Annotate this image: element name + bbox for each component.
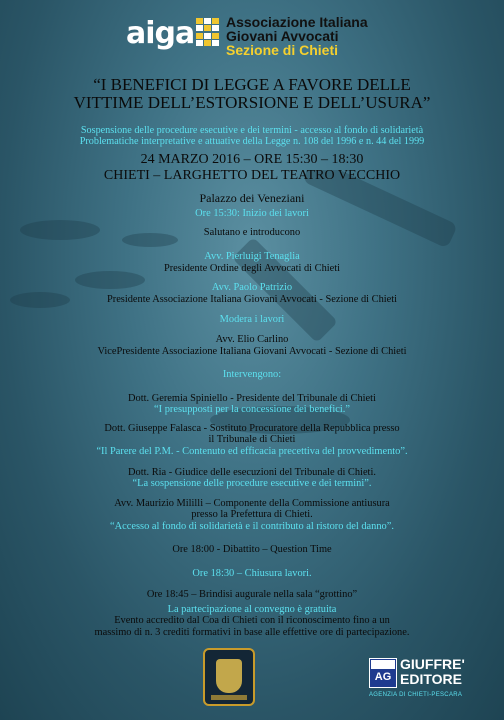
subtitle-line-1: Sospensione delle procedure esecutive e dei termini - accesso al fondo di solidarietà: [80, 125, 424, 136]
event-place: CHIETI – LARGHETTO DEL TEATRO VECCHIO: [103, 168, 401, 183]
speaker-1-role: Presidente Ordine degli Avvocati di Chieti: [163, 263, 341, 274]
closing-time: Ore 18:30 – Chiusura lavori.: [192, 568, 312, 579]
intervention-4-speaker-b: presso la Prefettura di Chieti.: [191, 509, 313, 520]
debate-time: Ore 18:00 - Dibattito – Question Time: [172, 544, 332, 555]
subtitle-line-2: Problematiche interpretative e attuative della Legge n. 108 del 1996 e n. 44 del 1999: [79, 136, 425, 147]
toast-time: Ore 18:45 – Brindisi augurale nella sala “grottino”: [146, 589, 358, 600]
logo-line-2: Giovani Avvocati: [226, 28, 339, 44]
aiga-logo-mark: aiga: [126, 16, 195, 51]
aiga-logo: [126, 6, 386, 56]
giuffre-badge-icon: [369, 658, 397, 688]
credits-line-2: massimo di n. 3 crediti formativi in base alle effettive ore di partecipazione.: [94, 627, 410, 638]
giuffre-name-line-1: GIUFFRE': [400, 656, 465, 672]
giuffre-name: [400, 657, 465, 687]
credits-line-1: Evento accredito dal Coa di Chieti con il riconoscimento fino a un: [114, 615, 390, 626]
interventions-label: Intervengono:: [222, 369, 282, 380]
free-participation: La partecipazione al convegno è gratuita: [167, 604, 337, 615]
moderator-label: Modera i lavori: [219, 314, 285, 325]
event-datetime: 24 MARZO 2016 – ORE 15:30 – 18:30: [140, 152, 364, 167]
speaker-2-name: Avv. Paolo Patrizio: [211, 282, 293, 293]
aiga-logo-text: [226, 15, 368, 57]
intervention-2-topic: “Il Parere del P.M. - Contenuto ed efficacia precettiva del provvedimento”.: [96, 446, 408, 457]
intervention-2-speaker-a: Dott. Giuseppe Falasca - Sostituto Procuratore della Repubblica presso: [104, 423, 400, 434]
event-title-line-1: “I BENEFICI DI LEGGE A FAVORE DELLE: [93, 75, 411, 94]
bar-association-coat-of-arms-icon: [203, 648, 255, 706]
intervention-3-topic: “La sospensione delle procedure esecutive e dei termini”.: [132, 478, 372, 489]
intervention-4-topic: “Accesso al fondo di solidarietà e il contributo al ristoro del danno”.: [110, 521, 394, 532]
intervention-3-speaker: Dott. Ria - Giudice delle esecuzioni del Tribunale di Chieti.: [128, 467, 376, 478]
intervention-2-speaker-b: il Tribunale di Chieti: [208, 434, 296, 445]
event-title-line-2: VITTIME DELL’ESTORSIONE E DELL’USURA”: [73, 93, 431, 112]
moderator-role: VicePresidente Associazione Italiana Giovani Avvocati - Sezione di Chieti: [97, 346, 407, 357]
giuffre-name-line-2: EDITORE: [400, 671, 462, 687]
greetings-label: Salutano e introducono: [203, 227, 301, 238]
logo-line-1: Associazione Italiana: [226, 14, 368, 30]
giuffre-tagline: AGENZIA DI CHIETI-PESCARA: [369, 692, 463, 698]
speaker-1-name: Avv. Pierluigi Tenaglia: [204, 251, 300, 262]
opening-time: Ore 15:30: Inizio dei lavori: [195, 208, 309, 219]
intervention-1-speaker: Dott. Geremia Spiniello - Presidente del Tribunale di Chieti: [128, 393, 376, 404]
intervention-4-speaker-a: Avv. Maurizio Mililli – Componente della Commissione antiusura: [114, 498, 390, 509]
event-venue: Palazzo dei Veneziani: [199, 191, 305, 205]
speaker-2-role: Presidente Associazione Italiana Giovani Avvocati - Sezione di Chieti: [106, 294, 398, 305]
giuffre-badge-text: AG: [374, 671, 392, 683]
logo-line-3: Sezione di Chieti: [226, 42, 339, 58]
intervention-1-topic: “I presupposti per la concessione dei benefici.”: [154, 404, 350, 415]
giuffre-editore-logo: [369, 656, 489, 706]
aiga-logo-grid-icon: [196, 18, 220, 46]
moderator-name: Avv. Elio Carlino: [215, 334, 289, 345]
